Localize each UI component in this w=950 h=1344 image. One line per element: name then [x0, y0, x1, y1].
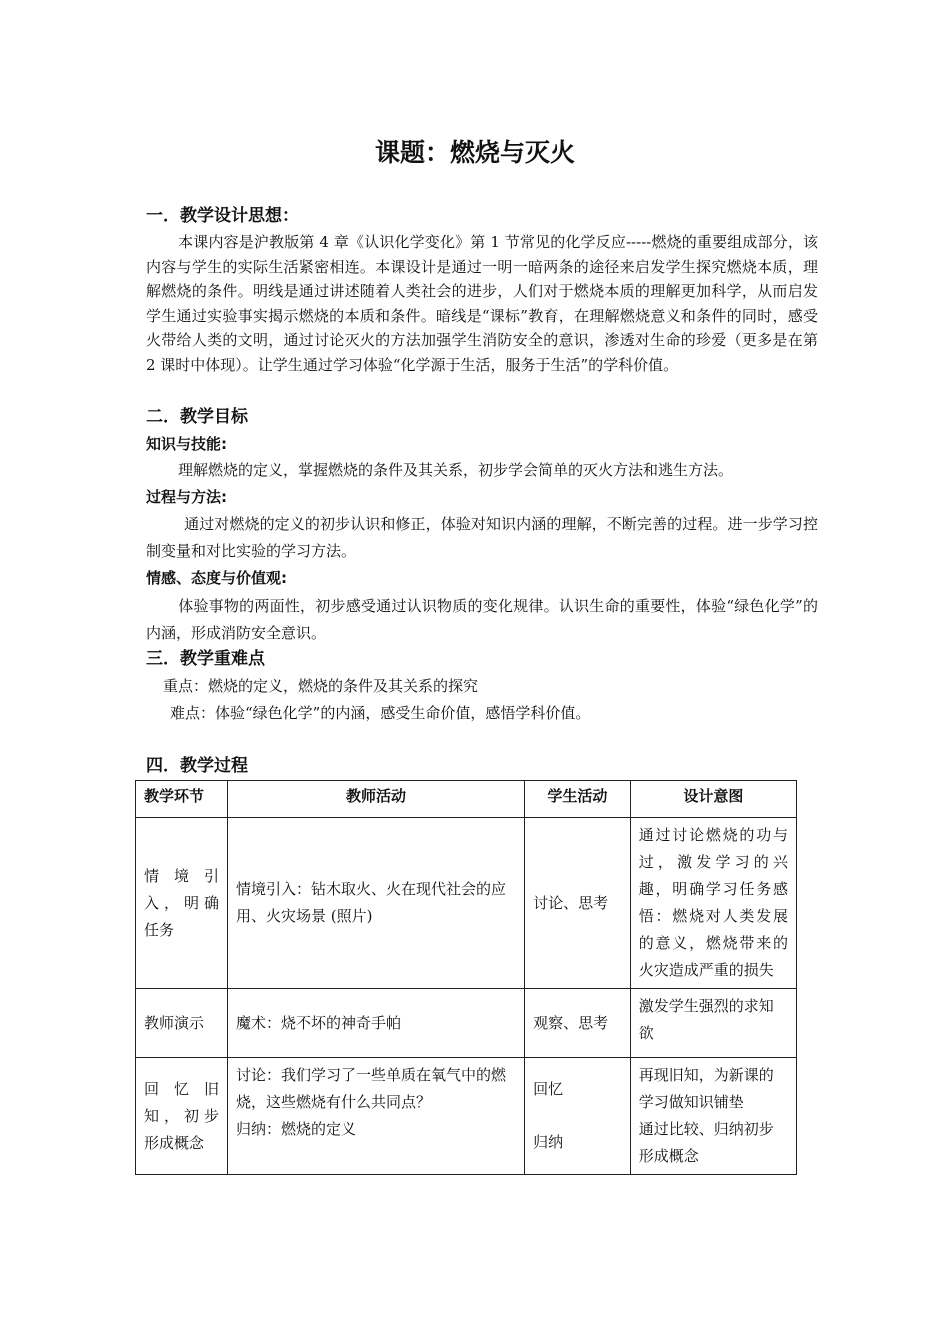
- design-idea-text: 本课内容是沪教版第 4 章《认识化学变化》第 1 节常见的化学反应-----燃烧的重要组成部分，该内容与学生的实际生活紧密相连。本课设计是通过一明一暗两条的途径来启发学生探究燃烧本质，理解燃烧的条件。明线是通过讲述随着人类社会的进步，人们对于燃烧本质的理解更加科学，从而启发学生通过实验事实揭示燃烧的本质和条件。暗线是“课标”教育，在理解燃烧意义和条件的同时，感受火带给人类的文明，通过讨论灭火的方法加强学生消防安全的意识，渗透对生命的珍爱（更多是在第 2 课时中体现）。让学生通过学习体验“化学源于生活，服务于生活”的学科价值。: [146, 233, 818, 374]
- teacher-activity-cell: 魔术：烧不坏的神奇手帕: [227, 989, 524, 1058]
- attitude-values-paragraph: [146, 593, 818, 647]
- process-methods-paragraph: [146, 511, 818, 565]
- table-header-row: [136, 781, 797, 818]
- section-heading-process: 四．教学过程: [146, 756, 248, 776]
- table-row: [136, 989, 797, 1058]
- design-intent-cell: [630, 1058, 796, 1175]
- column-header-stage: 教学环节: [136, 781, 228, 818]
- stage-cell: 情境引入，明确任务: [136, 818, 228, 989]
- stage-cell: 教师演示: [136, 989, 228, 1058]
- design-intent-cell: 通过讨论燃烧的功与过，激发学习的兴趣，明确学习任务感悟：燃烧对人类发展的意义，燃烧带来的火灾造成严重的损失: [630, 818, 796, 989]
- design-intent-cell: 激发学生强烈的求知欲: [630, 989, 796, 1058]
- student-recall-text: 回忆: [533, 1080, 564, 1098]
- student-activity-cell: [525, 1058, 631, 1175]
- teaching-process-table: [135, 780, 797, 1175]
- teacher-discussion-text: 讨论：我们学习了一些单质在氧气中的燃烧，这些燃烧有什么共同点？: [235, 1066, 506, 1111]
- teacher-activity-cell: 情境引入：钻木取火、火在现代社会的应用、火灾场景 (照片): [227, 818, 524, 989]
- student-summary-text: 归纳: [533, 1133, 564, 1151]
- knowledge-skills-text: 理解燃烧的定义，掌握燃烧的条件及其关系，初步学会简单的灭火方法和逃生方法。: [178, 461, 734, 479]
- student-activity-cell: 讨论、思考: [525, 818, 631, 989]
- table-row: [136, 1058, 797, 1175]
- page-title: 课题：燃烧与灭火: [374, 138, 575, 167]
- column-header-intent: 设计意图: [630, 781, 796, 818]
- section-heading-objectives: 二．教学目标: [146, 407, 248, 427]
- table-row: [136, 818, 797, 989]
- stage-cell: 回忆旧知，初步形成概念: [136, 1058, 228, 1175]
- teacher-activity-cell: [227, 1058, 524, 1175]
- teacher-summary-text: 归纳：燃烧的定义: [235, 1120, 356, 1138]
- process-methods-label: 过程与方法:: [146, 488, 227, 506]
- intent-concept-text: 通过比较、归纳初步形成概念: [638, 1120, 774, 1165]
- knowledge-skills-paragraph: [146, 458, 826, 483]
- process-methods-text: 通过对燃烧的定义的初步认识和修正，体验对知识内涵的理解，不断完善的过程。进一步学习控制变量和对比实验的学习方法。: [146, 515, 818, 560]
- section-heading-key-points: 三．教学重难点: [146, 649, 265, 669]
- column-header-student: 学生活动: [525, 781, 631, 818]
- section-heading-design-idea: 一．教学设计思想：: [146, 206, 299, 226]
- difficulty-line: 难点：体验“绿色化学”的内涵，感受生命价值，感悟学科价值。: [170, 704, 591, 722]
- design-idea-paragraph: [146, 230, 818, 378]
- attitude-values-text: 体验事物的两面性，初步感受通过认识物质的变化规律。认识生命的重要性，体验“绿色化学”的内涵，形成消防安全意识。: [146, 597, 818, 642]
- column-header-teacher: 教师活动: [227, 781, 524, 818]
- knowledge-skills-label: 知识与技能:: [146, 435, 227, 453]
- key-point-line: 重点：燃烧的定义，燃烧的条件及其关系的探究: [163, 677, 479, 695]
- intent-review-text: 再现旧知，为新课的学习做知识铺垫: [638, 1066, 774, 1111]
- student-activity-cell: 观察、思考: [525, 989, 631, 1058]
- attitude-values-label: 情感、态度与价值观:: [146, 569, 287, 587]
